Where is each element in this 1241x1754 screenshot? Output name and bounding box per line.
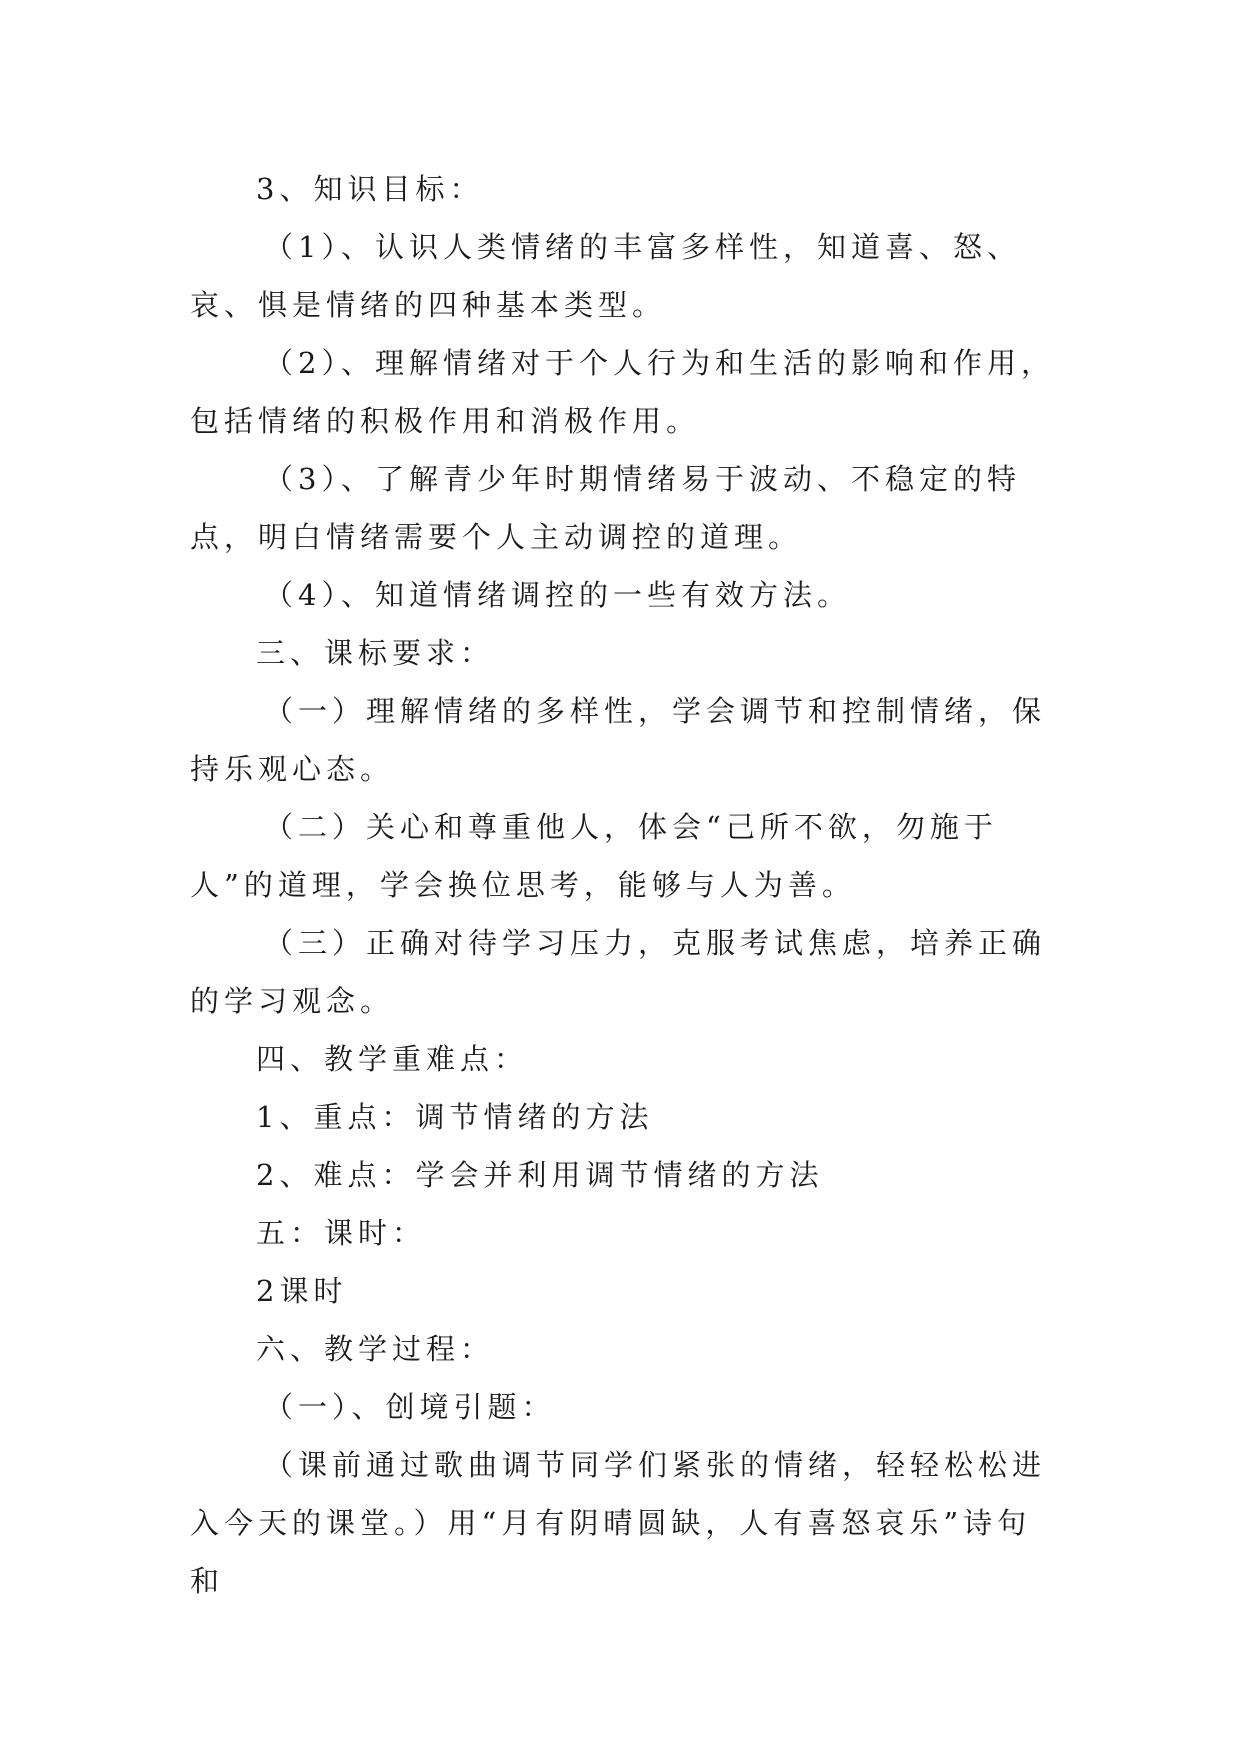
paragraph-curriculum-heading: 三、课标要求： — [256, 636, 495, 670]
paragraph-curriculum-1: （一）理解情绪的多样性，学会调节和控制情绪，保持乐观心态。 — [190, 694, 1047, 786]
paragraph-class-hours: 2课时 — [256, 1274, 348, 1308]
paragraph-class-hours-heading: 五：课时： — [256, 1216, 427, 1250]
paragraph-process-step-1: （一）、创境引题： — [264, 1390, 556, 1424]
paragraph-curriculum-3: （三）正确对待学习压力，克服考试焦虑，培养正确的学习观念。 — [190, 926, 1047, 1018]
paragraph-goal-2: （2）、理解情绪对于个人行为和生活的影响和作用，包括情绪的积极作用和消极作用。 — [190, 346, 1055, 438]
paragraph-key-points-heading: 四、教学重难点： — [256, 1042, 529, 1076]
document-body — [190, 160, 1060, 1610]
paragraph-process-step-1-body: （课前通过歌曲调节同学们紧张的情绪，轻轻松松进入今天的课堂。）用“月有阴晴圆缺，人有喜怒哀乐”诗句和 — [190, 1448, 1047, 1598]
paragraph-key-point: 1、重点：调节情绪的方法 — [256, 1100, 654, 1134]
paragraph-goal-3: （3）、了解青少年时期情绪易于波动、不稳定的特点，明白情绪需要个人主动调控的道理。 — [190, 462, 1021, 554]
paragraph-knowledge-goal-heading: 3、知识目标： — [256, 172, 484, 206]
paragraph-goal-1: （1）、认识人类情绪的丰富多样性，知道喜、怒、哀、惧是情绪的四种基本类型。 — [190, 230, 1021, 322]
paragraph-goal-4: （4）、知道情绪调控的一些有效方法。 — [264, 578, 851, 612]
paragraph-teaching-process-heading: 六、教学过程： — [256, 1332, 495, 1366]
paragraph-curriculum-2: （二）关心和尊重他人，体会“己所不欲，勿施于人”的道理，学会换位思考，能够与人为善。 — [190, 810, 998, 902]
paragraph-difficult-point: 2、难点：学会并利用调节情绪的方法 — [256, 1158, 824, 1192]
